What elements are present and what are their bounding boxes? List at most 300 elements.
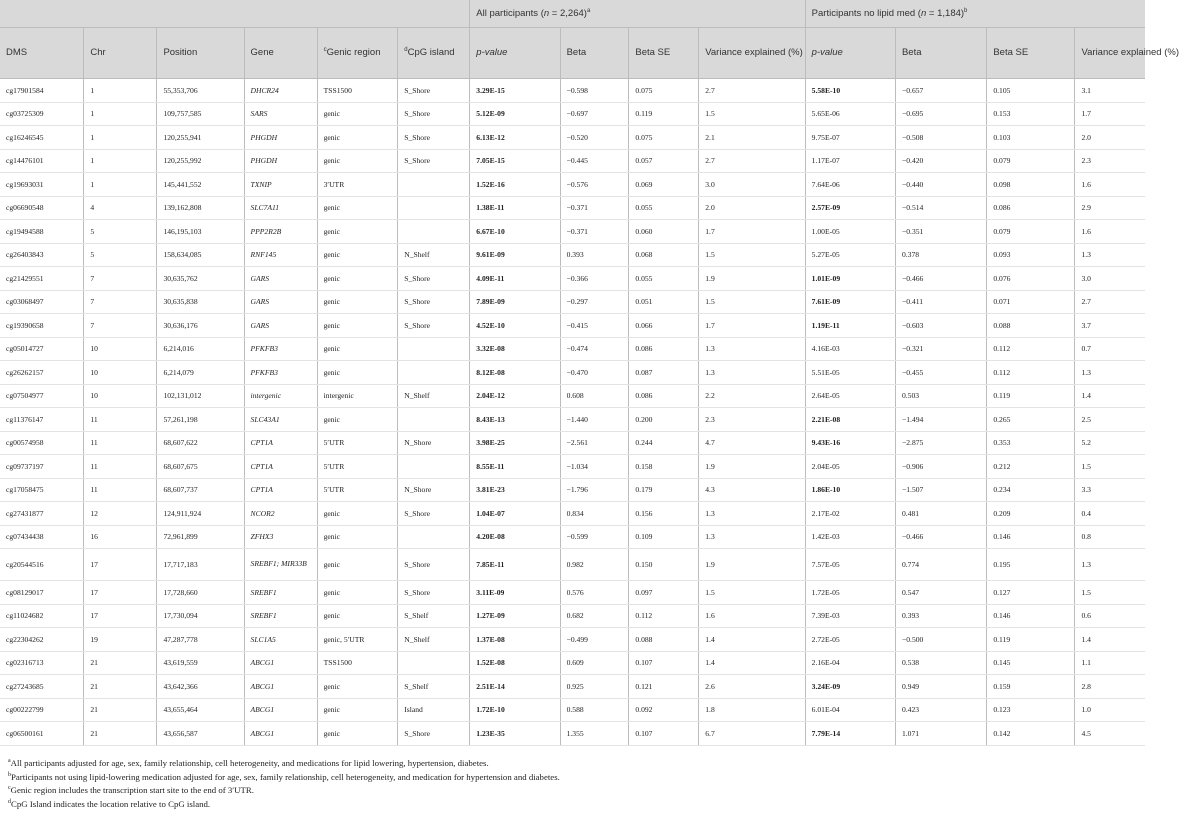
cell-genic-region: genic <box>317 102 398 126</box>
table-row <box>0 431 1145 455</box>
cell-pvalue-all: 7.05E-15 <box>470 149 560 173</box>
cell-chr: 1 <box>84 126 157 150</box>
cell-genic-region: genic <box>317 722 398 746</box>
cell-beta-se-nolipid: 0.353 <box>987 431 1075 455</box>
cell-beta-all: −0.599 <box>560 525 629 549</box>
cell-beta-nolipid: −0.906 <box>895 455 986 479</box>
cell-beta-all: −0.445 <box>560 149 629 173</box>
cell-pvalue-all: 1.23E-35 <box>470 722 560 746</box>
cell-cpg-island: N_Shore <box>398 478 470 502</box>
cell-variance-all: 1.3 <box>699 525 805 549</box>
cell-genic-region: genic, 5′UTR <box>317 628 398 652</box>
cell-cpg-island <box>398 337 470 361</box>
cell-chr: 21 <box>84 698 157 722</box>
cell-pvalue-nolipid: 3.24E-09 <box>805 675 895 699</box>
cell-beta-se-nolipid: 0.079 <box>987 220 1075 244</box>
cell-cpg-island <box>398 455 470 479</box>
cell-beta-all: −0.470 <box>560 361 629 385</box>
cell-variance-nolipid: 4.5 <box>1075 722 1145 746</box>
cell-position: 68,607,737 <box>157 478 244 502</box>
cell-dms: cg08129017 <box>0 581 84 605</box>
cell-genic-region: genic <box>317 581 398 605</box>
cell-beta-se-nolipid: 0.195 <box>987 549 1075 581</box>
cell-genic-region: genic <box>317 604 398 628</box>
cell-pvalue-nolipid: 2.16E-04 <box>805 651 895 675</box>
cell-position: 109,757,585 <box>157 102 244 126</box>
cell-dms: cg09737197 <box>0 455 84 479</box>
cell-position: 120,255,992 <box>157 149 244 173</box>
cell-chr: 16 <box>84 525 157 549</box>
cell-pvalue-all: 6.67E-10 <box>470 220 560 244</box>
cell-variance-all: 2.1 <box>699 126 805 150</box>
cell-position: 57,261,198 <box>157 408 244 432</box>
cell-variance-all: 2.3 <box>699 408 805 432</box>
cell-cpg-island: S_Shore <box>398 502 470 526</box>
col-pvalue-all: p-value <box>470 28 560 79</box>
cell-dms: cg02316713 <box>0 651 84 675</box>
cell-beta-se-all: 0.156 <box>629 502 699 526</box>
cell-variance-nolipid: 1.6 <box>1075 173 1145 197</box>
cell-variance-all: 1.9 <box>699 267 805 291</box>
cell-position: 30,635,838 <box>157 290 244 314</box>
cell-variance-nolipid: 1.1 <box>1075 651 1145 675</box>
cell-beta-nolipid: 0.481 <box>895 502 986 526</box>
cell-beta-nolipid: −0.603 <box>895 314 986 338</box>
cell-beta-se-all: 0.087 <box>629 361 699 385</box>
cell-position: 68,607,622 <box>157 431 244 455</box>
cell-variance-nolipid: 3.7 <box>1075 314 1145 338</box>
cell-pvalue-nolipid: 7.57E-05 <box>805 549 895 581</box>
cell-dms: cg19693031 <box>0 173 84 197</box>
cell-variance-all: 1.5 <box>699 290 805 314</box>
cell-beta-nolipid: 0.503 <box>895 384 986 408</box>
cell-position: 6,214,079 <box>157 361 244 385</box>
cell-genic-region: genic <box>317 361 398 385</box>
table-row <box>0 220 1145 244</box>
cell-dms: cg17901584 <box>0 79 84 103</box>
cell-beta-nolipid: 0.538 <box>895 651 986 675</box>
cell-beta-se-nolipid: 0.071 <box>987 290 1075 314</box>
cell-cpg-island <box>398 220 470 244</box>
cell-pvalue-all: 3.29E-15 <box>470 79 560 103</box>
footnote-c: $^c$Genic region includes the transcription start site to the end of 3′UTR. <box>8 785 254 796</box>
cell-beta-se-all: 0.057 <box>629 149 699 173</box>
cell-variance-nolipid: 1.5 <box>1075 581 1145 605</box>
cell-position: 47,287,778 <box>157 628 244 652</box>
cell-cpg-island <box>398 196 470 220</box>
cell-variance-nolipid: 0.7 <box>1075 337 1145 361</box>
cell-variance-nolipid: 0.6 <box>1075 604 1145 628</box>
cell-pvalue-nolipid: 2.72E-05 <box>805 628 895 652</box>
cell-chr: 17 <box>84 604 157 628</box>
cell-chr: 1 <box>84 102 157 126</box>
cell-genic-region: genic <box>317 337 398 361</box>
cell-position: 6,214,016 <box>157 337 244 361</box>
cell-variance-nolipid: 1.3 <box>1075 549 1145 581</box>
cell-gene: ABCG1 <box>244 722 317 746</box>
cell-variance-all: 2.6 <box>699 675 805 699</box>
cell-beta-all: −0.598 <box>560 79 629 103</box>
cell-genic-region: genic <box>317 502 398 526</box>
cell-dms: cg00222799 <box>0 698 84 722</box>
cell-dms: cg19390658 <box>0 314 84 338</box>
cell-variance-all: 1.3 <box>699 337 805 361</box>
cell-pvalue-nolipid: 1.17E-07 <box>805 149 895 173</box>
col-variance-nolipid: Variance explained (%) <box>1075 28 1145 79</box>
cell-dms: cg05014727 <box>0 337 84 361</box>
table-row <box>0 102 1145 126</box>
cell-beta-nolipid: −0.411 <box>895 290 986 314</box>
cell-gene: ZFHX3 <box>244 525 317 549</box>
cell-chr: 5 <box>84 243 157 267</box>
cell-pvalue-nolipid: 6.01E-04 <box>805 698 895 722</box>
cell-beta-se-nolipid: 0.098 <box>987 173 1075 197</box>
cell-beta-se-nolipid: 0.112 <box>987 337 1075 361</box>
cell-beta-all: 0.588 <box>560 698 629 722</box>
cell-dms: cg20544516 <box>0 549 84 581</box>
cell-beta-nolipid: 0.774 <box>895 549 986 581</box>
cell-variance-nolipid: 2.8 <box>1075 675 1145 699</box>
cell-genic-region: genic <box>317 549 398 581</box>
table-row <box>0 698 1145 722</box>
col-beta-all: Beta <box>560 28 629 79</box>
cell-beta-se-all: 0.086 <box>629 337 699 361</box>
cell-beta-se-nolipid: 0.127 <box>987 581 1075 605</box>
cell-pvalue-nolipid: 2.04E-05 <box>805 455 895 479</box>
cell-cpg-island: N_Shelf <box>398 628 470 652</box>
cell-variance-all: 1.5 <box>699 243 805 267</box>
cell-variance-nolipid: 2.9 <box>1075 196 1145 220</box>
cell-variance-nolipid: 2.0 <box>1075 126 1145 150</box>
cell-beta-all: −0.371 <box>560 196 629 220</box>
cell-beta-nolipid: −0.420 <box>895 149 986 173</box>
cell-pvalue-nolipid: 1.00E-05 <box>805 220 895 244</box>
table-row <box>0 290 1145 314</box>
cell-position: 43,655,464 <box>157 698 244 722</box>
cell-beta-se-all: 0.066 <box>629 314 699 338</box>
cell-cpg-island: Island <box>398 698 470 722</box>
col-chr: Chr <box>84 28 157 79</box>
cell-beta-all: −0.499 <box>560 628 629 652</box>
cell-dms: cg26262157 <box>0 361 84 385</box>
cell-pvalue-all: 8.55E-11 <box>470 455 560 479</box>
cell-beta-nolipid: 0.423 <box>895 698 986 722</box>
cell-cpg-island: S_Shelf <box>398 604 470 628</box>
cell-variance-nolipid: 2.3 <box>1075 149 1145 173</box>
cell-pvalue-all: 7.89E-09 <box>470 290 560 314</box>
cell-cpg-island: S_Shore <box>398 581 470 605</box>
cell-variance-nolipid: 2.7 <box>1075 290 1145 314</box>
cell-beta-se-nolipid: 0.145 <box>987 651 1075 675</box>
cell-variance-all: 1.7 <box>699 220 805 244</box>
footnote-d: $^d$CpG Island indicates the location relative to CpG island. <box>8 798 211 809</box>
footnote-b: $^b$Participants not using lipid-lowering medication adjusted for age, sex, family relationship, cell heterogeneity, and medication for hypertension and diabetes. <box>8 771 560 782</box>
cell-cpg-island <box>398 525 470 549</box>
cell-beta-all: 0.925 <box>560 675 629 699</box>
cell-gene: NCOR2 <box>244 502 317 526</box>
cell-position: 124,911,924 <box>157 502 244 526</box>
cell-beta-se-nolipid: 0.076 <box>987 267 1075 291</box>
cell-beta-se-all: 0.150 <box>629 549 699 581</box>
cell-variance-all: 2.7 <box>699 149 805 173</box>
cell-pvalue-all: 8.12E-08 <box>470 361 560 385</box>
footnotes <box>8 757 560 811</box>
cell-beta-nolipid: −1.507 <box>895 478 986 502</box>
cell-genic-region: 5′UTR <box>317 455 398 479</box>
cell-cpg-island <box>398 651 470 675</box>
cell-beta-nolipid: −0.455 <box>895 361 986 385</box>
table-row <box>0 651 1145 675</box>
cell-dms: cg07504977 <box>0 384 84 408</box>
cell-cpg-island: S_Shore <box>398 549 470 581</box>
cell-chr: 1 <box>84 173 157 197</box>
cell-pvalue-all: 1.72E-10 <box>470 698 560 722</box>
cell-dms: cg06690548 <box>0 196 84 220</box>
cell-pvalue-nolipid: 2.17E-02 <box>805 502 895 526</box>
cell-gene: GARS <box>244 267 317 291</box>
cell-variance-all: 1.4 <box>699 628 805 652</box>
cell-genic-region: genic <box>317 267 398 291</box>
cell-pvalue-nolipid: 7.39E-03 <box>805 604 895 628</box>
cell-pvalue-nolipid: 1.19E-11 <box>805 314 895 338</box>
cell-beta-all: −0.576 <box>560 173 629 197</box>
cell-beta-all: 0.576 <box>560 581 629 605</box>
cell-variance-nolipid: 1.4 <box>1075 384 1145 408</box>
cell-pvalue-nolipid: 1.72E-05 <box>805 581 895 605</box>
cell-variance-all: 1.5 <box>699 581 805 605</box>
cell-genic-region: 5′UTR <box>317 478 398 502</box>
table-row <box>0 408 1145 432</box>
cell-pvalue-all: 3.11E-09 <box>470 581 560 605</box>
cell-beta-se-all: 0.060 <box>629 220 699 244</box>
cell-beta-nolipid: −0.500 <box>895 628 986 652</box>
cell-genic-region: 5′UTR <box>317 431 398 455</box>
cell-beta-se-all: 0.112 <box>629 604 699 628</box>
cell-cpg-island <box>398 173 470 197</box>
cell-beta-all: −0.520 <box>560 126 629 150</box>
col-dms: DMS <box>0 28 84 79</box>
cell-beta-nolipid: 0.547 <box>895 581 986 605</box>
cell-gene: GARS <box>244 290 317 314</box>
cell-beta-se-nolipid: 0.142 <box>987 722 1075 746</box>
cell-beta-se-all: 0.051 <box>629 290 699 314</box>
cell-genic-region: genic <box>317 126 398 150</box>
cell-beta-se-nolipid: 0.212 <box>987 455 1075 479</box>
cell-pvalue-all: 4.09E-11 <box>470 267 560 291</box>
cell-beta-nolipid: −0.321 <box>895 337 986 361</box>
cell-gene: PFKFB3 <box>244 361 317 385</box>
cell-pvalue-all: 3.81E-23 <box>470 478 560 502</box>
table-row <box>0 337 1145 361</box>
col-beta-se-nolipid: Beta SE <box>987 28 1075 79</box>
cell-beta-se-all: 0.055 <box>629 267 699 291</box>
cell-variance-nolipid: 1.0 <box>1075 698 1145 722</box>
table-body <box>0 79 1145 746</box>
cell-beta-nolipid: 0.378 <box>895 243 986 267</box>
cell-genic-region: genic <box>317 196 398 220</box>
cell-gene: CPT1A <box>244 431 317 455</box>
cell-dms: cg26403843 <box>0 243 84 267</box>
cell-variance-all: 1.6 <box>699 604 805 628</box>
cell-variance-all: 1.5 <box>699 102 805 126</box>
cell-variance-nolipid: 1.7 <box>1075 102 1145 126</box>
cell-chr: 1 <box>84 149 157 173</box>
cell-beta-se-nolipid: 0.209 <box>987 502 1075 526</box>
cell-cpg-island: S_Shore <box>398 267 470 291</box>
cell-beta-se-nolipid: 0.265 <box>987 408 1075 432</box>
cell-genic-region: genic <box>317 220 398 244</box>
cell-variance-all: 1.3 <box>699 502 805 526</box>
table-row <box>0 243 1145 267</box>
cell-gene: SREBF1 <box>244 581 317 605</box>
cell-position: 30,636,176 <box>157 314 244 338</box>
cell-beta-se-nolipid: 0.123 <box>987 698 1075 722</box>
cell-dms: cg11376147 <box>0 408 84 432</box>
cell-beta-se-all: 0.069 <box>629 173 699 197</box>
cell-cpg-island: N_Shelf <box>398 384 470 408</box>
cell-beta-all: −0.415 <box>560 314 629 338</box>
cell-genic-region: TSS1500 <box>317 651 398 675</box>
cell-pvalue-nolipid: 7.79E-14 <box>805 722 895 746</box>
cell-beta-se-nolipid: 0.146 <box>987 525 1075 549</box>
cell-pvalue-nolipid: 9.75E-07 <box>805 126 895 150</box>
cell-chr: 10 <box>84 361 157 385</box>
table-row <box>0 126 1145 150</box>
cell-genic-region: genic <box>317 408 398 432</box>
cell-variance-nolipid: 1.3 <box>1075 243 1145 267</box>
cell-pvalue-all: 4.20E-08 <box>470 525 560 549</box>
cell-pvalue-all: 1.27E-09 <box>470 604 560 628</box>
cell-chr: 1 <box>84 79 157 103</box>
cell-beta-se-all: 0.097 <box>629 581 699 605</box>
cell-variance-nolipid: 5.2 <box>1075 431 1145 455</box>
cell-beta-se-nolipid: 0.112 <box>987 361 1075 385</box>
cell-pvalue-all: 5.12E-09 <box>470 102 560 126</box>
cell-beta-se-all: 0.107 <box>629 651 699 675</box>
cell-genic-region: genic <box>317 314 398 338</box>
cell-chr: 10 <box>84 337 157 361</box>
cell-pvalue-all: 2.04E-12 <box>470 384 560 408</box>
cell-beta-all: 0.609 <box>560 651 629 675</box>
cell-beta-nolipid: −0.508 <box>895 126 986 150</box>
cell-gene: SREBF1 <box>244 604 317 628</box>
table-row <box>0 604 1145 628</box>
table-row <box>0 173 1145 197</box>
cell-pvalue-all: 1.04E-07 <box>470 502 560 526</box>
cell-beta-se-nolipid: 0.088 <box>987 314 1075 338</box>
cell-pvalue-nolipid: 4.16E-03 <box>805 337 895 361</box>
group-all-participants: All participants (n = 2,264)$^a$ <box>470 0 805 28</box>
cell-beta-nolipid: −1.494 <box>895 408 986 432</box>
cell-beta-se-nolipid: 0.093 <box>987 243 1075 267</box>
cell-gene: RNF145 <box>244 243 317 267</box>
cell-pvalue-nolipid: 5.58E-10 <box>805 79 895 103</box>
cell-beta-all: −0.297 <box>560 290 629 314</box>
cell-variance-nolipid: 1.3 <box>1075 361 1145 385</box>
cell-beta-se-all: 0.119 <box>629 102 699 126</box>
cell-variance-nolipid: 1.4 <box>1075 628 1145 652</box>
cell-pvalue-all: 1.37E-08 <box>470 628 560 652</box>
cell-genic-region: 3′UTR <box>317 173 398 197</box>
cell-gene: PPP2R2B <box>244 220 317 244</box>
cell-variance-nolipid: 1.5 <box>1075 455 1145 479</box>
cell-beta-se-all: 0.086 <box>629 384 699 408</box>
cell-chr: 12 <box>84 502 157 526</box>
cell-pvalue-nolipid: 9.43E-16 <box>805 431 895 455</box>
cell-chr: 11 <box>84 431 157 455</box>
group-all-text: All participants (n = 2,264) <box>476 8 587 19</box>
cell-beta-se-nolipid: 0.079 <box>987 149 1075 173</box>
col-gene: Gene <box>244 28 317 79</box>
header-group-row <box>0 0 1145 28</box>
cell-dms: cg27431877 <box>0 502 84 526</box>
cell-variance-all: 1.8 <box>699 698 805 722</box>
cell-variance-all: 1.7 <box>699 314 805 338</box>
cell-beta-nolipid: −0.440 <box>895 173 986 197</box>
cell-beta-se-nolipid: 0.119 <box>987 384 1075 408</box>
cell-beta-se-nolipid: 0.159 <box>987 675 1075 699</box>
header-columns-row <box>0 28 1145 79</box>
cell-gene: SREBF1; MIR33B <box>244 549 317 581</box>
cell-dms: cg06500161 <box>0 722 84 746</box>
table-row <box>0 314 1145 338</box>
table-row <box>0 478 1145 502</box>
cell-chr: 7 <box>84 290 157 314</box>
cell-cpg-island <box>398 408 470 432</box>
cell-genic-region: genic <box>317 290 398 314</box>
cell-beta-nolipid: −0.514 <box>895 196 986 220</box>
table-row <box>0 581 1145 605</box>
cell-chr: 4 <box>84 196 157 220</box>
cell-dms: cg27243685 <box>0 675 84 699</box>
cell-variance-all: 1.9 <box>699 455 805 479</box>
cell-pvalue-nolipid: 1.86E-10 <box>805 478 895 502</box>
col-beta-nolipid: Beta <box>895 28 986 79</box>
cell-variance-all: 2.2 <box>699 384 805 408</box>
cell-dms: cg00574958 <box>0 431 84 455</box>
table-row <box>0 361 1145 385</box>
cell-position: 72,961,899 <box>157 525 244 549</box>
cell-position: 68,607,675 <box>157 455 244 479</box>
cell-gene: TXNIP <box>244 173 317 197</box>
col-beta-se-all: Beta SE <box>629 28 699 79</box>
cell-chr: 7 <box>84 267 157 291</box>
cell-variance-all: 4.3 <box>699 478 805 502</box>
cell-gene: GARS <box>244 314 317 338</box>
cell-beta-all: −1.034 <box>560 455 629 479</box>
col-pvalue-nolipid: p-value <box>805 28 895 79</box>
cell-cpg-island: S_Shore <box>398 102 470 126</box>
cell-variance-all: 6.7 <box>699 722 805 746</box>
table-row <box>0 455 1145 479</box>
cell-pvalue-nolipid: 1.01E-09 <box>805 267 895 291</box>
cell-cpg-island: S_Shore <box>398 126 470 150</box>
cell-position: 139,162,808 <box>157 196 244 220</box>
cell-gene: ABCG1 <box>244 651 317 675</box>
cell-genic-region: genic <box>317 243 398 267</box>
table-row <box>0 267 1145 291</box>
cell-variance-all: 4.7 <box>699 431 805 455</box>
cell-beta-all: −0.474 <box>560 337 629 361</box>
cell-pvalue-all: 3.32E-08 <box>470 337 560 361</box>
cell-pvalue-nolipid: 2.57E-09 <box>805 196 895 220</box>
cell-gene: intergenic <box>244 384 317 408</box>
cell-variance-nolipid: 3.1 <box>1075 79 1145 103</box>
cell-dms: cg17058475 <box>0 478 84 502</box>
col-variance-all: Variance explained (%) <box>699 28 805 79</box>
cell-chr: 10 <box>84 384 157 408</box>
cell-beta-nolipid: −0.351 <box>895 220 986 244</box>
